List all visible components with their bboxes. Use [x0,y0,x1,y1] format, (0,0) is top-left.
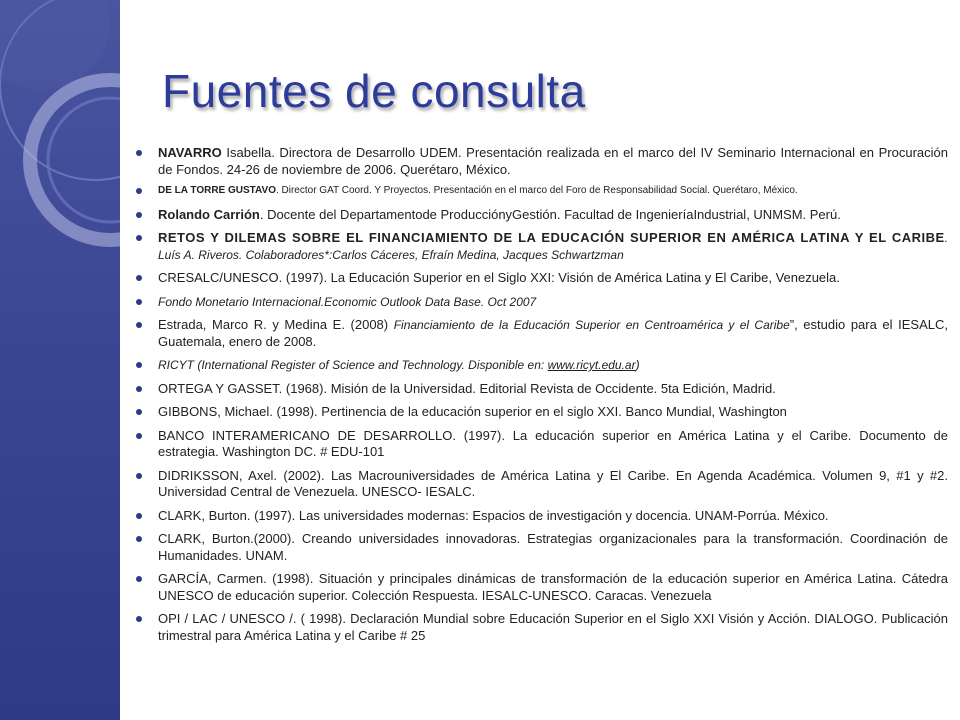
reference-text: ) [635,358,640,372]
reference-title: RETOS Y DILEMAS SOBRE EL FINANCIAMIENTO DE LA EDUCACIÓN SUPERIOR EN AMÉRICA LATINA Y EL CARIBE [158,230,945,245]
reference-text: CLARK, Burton. (1997). Las universidades modernas: Espacios de investigación y docencia. UNAM-Porrúa. México. [158,507,829,523]
reference-text: DIDRIKSSON, Axel. (2002). Las Macrouniversidades de América Latina y El Caribe. En Agenda Académica. Volumen 9, #1 y #2. Universidad Central de Venezuela. UNESCO- IESALC. [158,467,948,499]
reference-item [130,270,948,287]
reference-item [130,357,948,374]
reference-item [130,531,948,564]
slide-title: Fuentes de consulta [162,65,586,117]
reference-text: ”, estudio para el IESALC, Guatemala, enero de 2008. [158,317,948,349]
reference-text: CLARK, Burton.(2000). Creando universidades innovadoras. Estrategias organizacionales para la transformación. Coordinación de Humanidades. UNAM. [158,531,948,563]
reference-text: . Luís A. Riveros. Colaboradores*:Carlos Cáceres, Efraín Medina, Jacques Schwartzman [158,231,948,262]
decorative-circles [0,0,120,720]
ricyt-link[interactable]: www.ricyt.edu.ar [547,358,636,372]
reference-item [130,230,948,263]
reference-title: Financiamiento de la Educación Superior en Centroamérica y el Caribe [393,318,790,332]
reference-item [130,185,948,198]
reference-text: BANCO INTERAMERICANO DE DESARROLLO. (1997). La educación superior en América Latina y el Caribe. Documento de estrategia. Washington DC. # EDU-101 [158,427,948,459]
reference-text: GARCÍA, Carmen. (1998). Situación y principales dinámicas de transformación de la educación superior en América Latina. Cátedra UNESCO de educación superior. Colección Respuesta. IESALC-UNESCO. Caracas. Venezuela [158,571,948,603]
reference-author: Rolando Carrión [158,206,260,222]
reference-text: OPI / LAC / UNESCO /. ( 1998). Declaración Mundial sobre Educación Superior en el Siglo XXI Visión y Acción. DIALOGO. Publicación trimestral para América Latina y el Caribe # 25 [158,611,948,643]
reference-item [130,317,948,350]
reference-text: Estrada, Marco R. y Medina E. (2008) [158,317,394,332]
reference-text: RICYT (International Register of Science and Technology. Disponible en: [158,358,548,372]
reference-item [130,404,948,421]
reference-text: CRESALC/UNESCO. (1997). La Educación Superior en el Siglo XXI: Visión de América Latina y El Caribe, Venezuela. [158,270,840,285]
reference-item [130,294,948,311]
decorative-sidebar [0,0,120,720]
reference-text: . Director GAT Coord. Y Proyectos. Presentación en el marco del Foro de Responsabilidad Social. Querétaro, México. [275,185,798,196]
reference-item [130,381,948,398]
reference-item [130,611,948,644]
reference-author: NAVARRO [158,145,222,160]
reference-text: Isabella. Directora de Desarrollo UDEM. Presentación realizada en el marco del IV Seminario Internacional en Procuración de Fondos. 24-26 de noviembre de 2006. Querétaro, México. [158,145,948,177]
reference-author: DE LA TORRE GUSTAVO [158,185,276,196]
reference-text: . Docente del Departamentode ProducciónyGestión. Facultad de IngenieríaIndustrial, UNMSM. Perú. [259,206,841,222]
reference-item [130,468,948,501]
reference-text: ORTEGA Y GASSET. (1968). Misión de la Universidad. Editorial Revista de Occidente. 5ta Edición, Madrid. [158,380,776,396]
reference-text: Fondo Monetario Internacional.Economic Outlook Data Base. Oct 2007 [158,294,537,309]
reference-item [130,571,948,604]
reference-text: GIBBONS, Michael. (1998). Pertinencia de la educación superior en el siglo XXI. Banco Mundial, Washington [158,404,787,419]
reference-item [130,207,948,224]
reference-item [130,508,948,525]
reference-item [130,145,948,178]
reference-item [130,428,948,461]
reference-list [130,145,948,651]
